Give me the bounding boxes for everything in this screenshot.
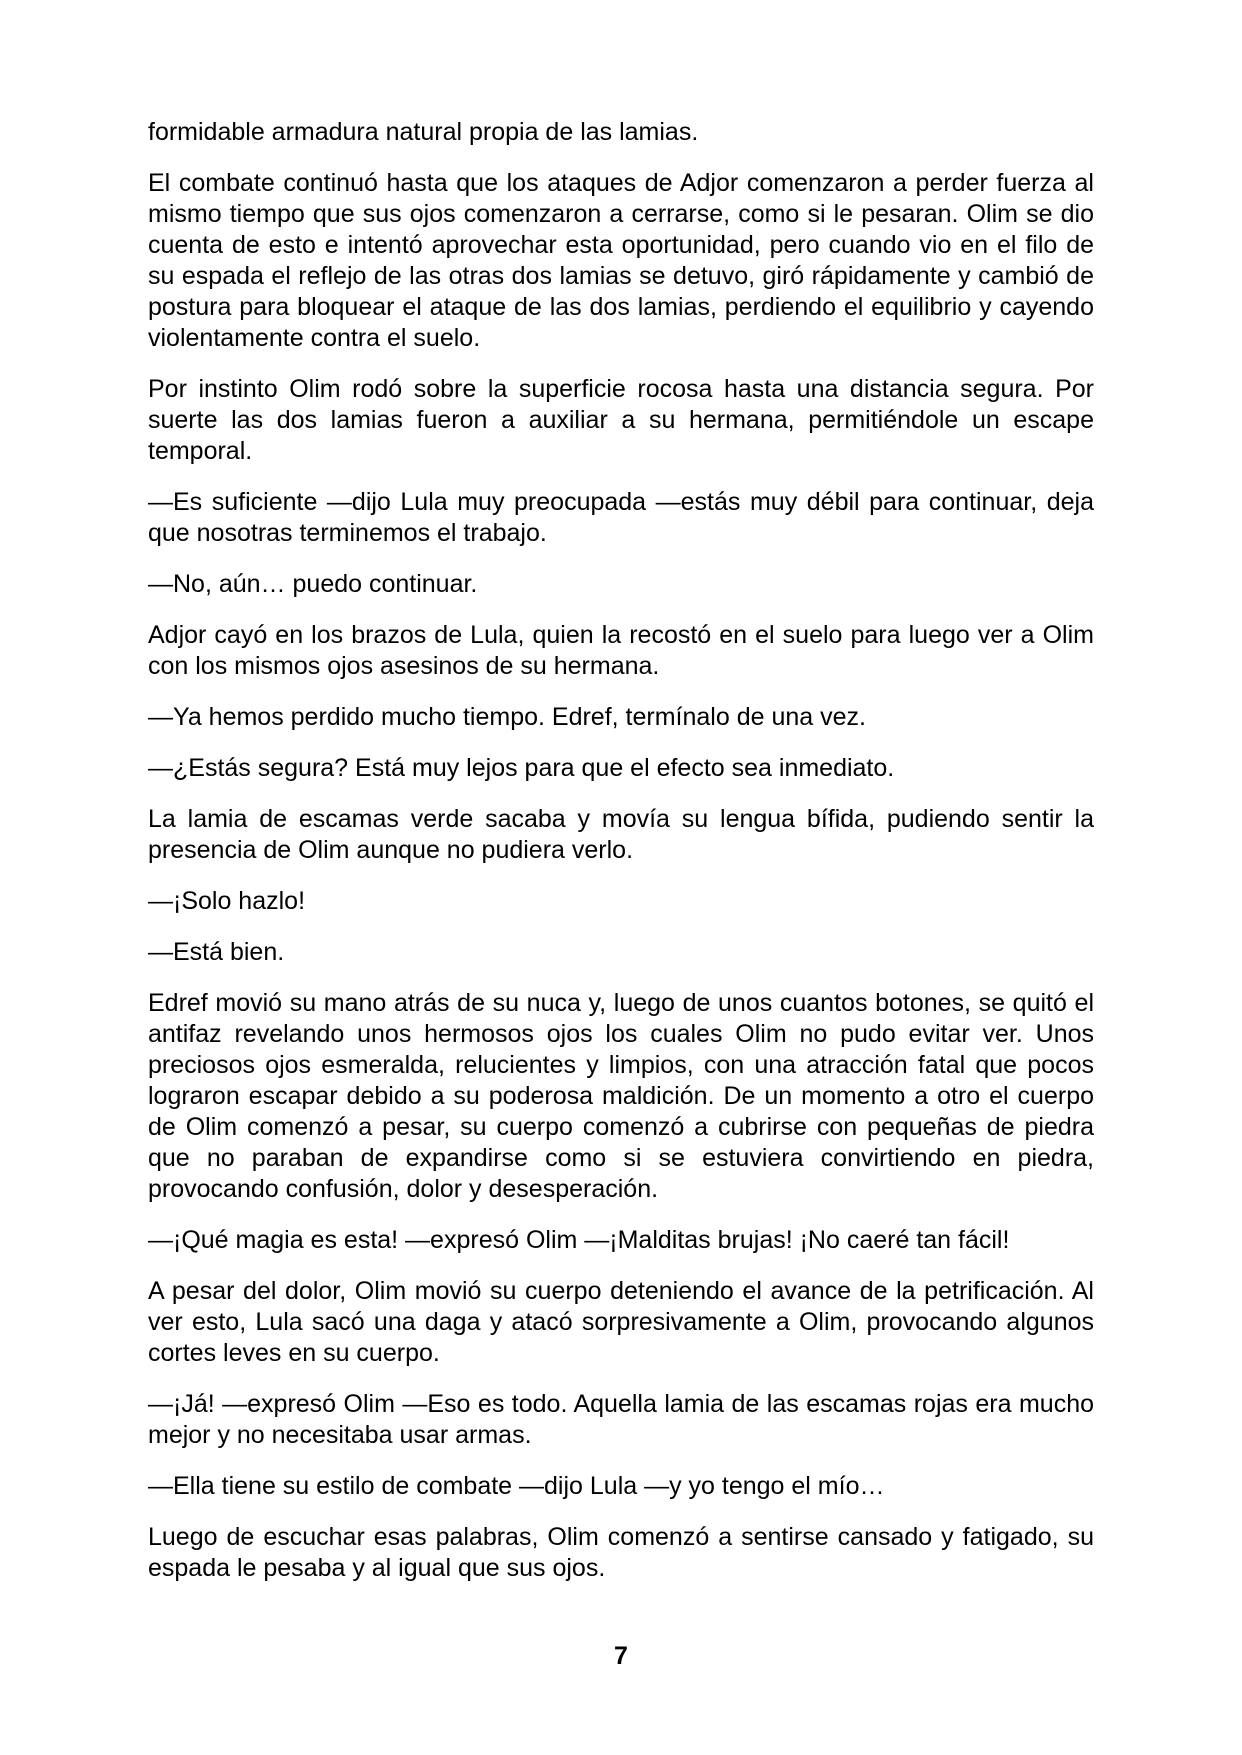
paragraph: —Está bien. [148, 938, 285, 966]
paragraph: Luego de escuchar esas palabras, Olim comenzó a sentirse cansado y fatigado, su espada le pesaba y al igual que sus ojos. [148, 1523, 1094, 1582]
paragraph: —¡Já! —expresó Olim —Eso es todo. Aquella lamia de las escamas rojas era mucho mejor y no necesitaba usar armas. [148, 1390, 1094, 1449]
paragraph: El combate continuó hasta que los ataques de Adjor comenzaron a perder fuerza al mismo tiempo que sus ojos comenzaron a cerrarse, como si le pesaran. Olim se dio cuenta de esto e intentó aprovechar esta oportunidad, pero cuando vio en el filo de su espada el reflejo de las otras dos lamias se detuvo, giró rápidamente y cambió de postura para bloquear el ataque de las dos lamias, perdiendo el equilibrio y cayendo violentamente contra el suelo. [148, 169, 1094, 352]
page-number: 7 [614, 1642, 628, 1670]
paragraph: —¡Qué magia es esta! —expresó Olim —¡Malditas brujas! ¡No caeré tan fácil! [148, 1226, 1010, 1254]
paragraph: formidable armadura natural propia de las lamias. [148, 118, 699, 146]
paragraph: —¡Solo hazlo! [148, 887, 306, 915]
paragraph: Adjor cayó en los brazos de Lula, quien la recostó en el suelo para luego ver a Olim con los mismos ojos asesinos de su hermana. [148, 621, 1094, 680]
paragraph: —No, aún… puedo continuar. [148, 570, 478, 598]
page-body-text [148, 117, 1094, 1604]
paragraph: La lamia de escamas verde sacaba y movía su lengua bífida, pudiendo sentir la presencia de Olim aunque no pudiera verlo. [148, 805, 1094, 864]
paragraph: —Es suficiente —dijo Lula muy preocupada —estás muy débil para continuar, deja que nosotras terminemos el trabajo. [148, 488, 1094, 547]
paragraph: —¿Estás segura? Está muy lejos para que el efecto sea inmediato. [148, 754, 895, 782]
paragraph: —Ella tiene su estilo de combate —dijo Lula —y yo tengo el mío… [148, 1472, 885, 1500]
paragraph: Por instinto Olim rodó sobre la superficie rocosa hasta una distancia segura. Por suerte las dos lamias fueron a auxiliar a su hermana, permitiéndole un escape temporal. [148, 375, 1094, 465]
paragraph: A pesar del dolor, Olim movió su cuerpo deteniendo el avance de la petrificación. Al ver esto, Lula sacó una daga y atacó sorpresivamente a Olim, provocando algunos cortes leves en su cuerpo. [148, 1277, 1094, 1367]
paragraph: Edref movió su mano atrás de su nuca y, luego de unos cuantos botones, se quitó el antifaz revelando unos hermosos ojos los cuales Olim no pudo evitar ver. Unos preciosos ojos esmeralda, relucientes y limpios, con una atracción fatal que pocos lograron escapar debido a su poderosa maldición. De un momento a otro el cuerpo de Olim comenzó a pesar, su cuerpo comenzó a cubrirse con pequeñas de piedra que no paraban de expandirse como si se estuviera convirtiendo en piedra, provocando confusión, dolor y desesperación. [148, 989, 1094, 1203]
paragraph: —Ya hemos perdido mucho tiempo. Edref, termínalo de una vez. [148, 703, 866, 731]
